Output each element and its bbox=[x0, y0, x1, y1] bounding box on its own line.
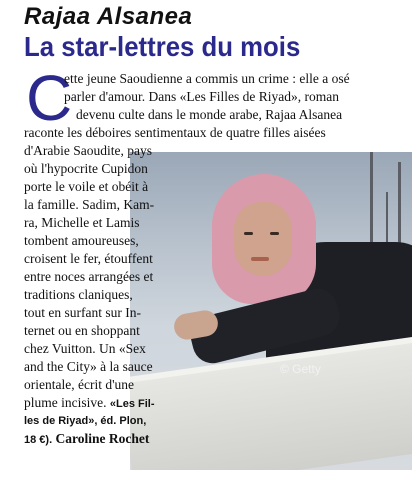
body-line: devenu culte dans le monde arabe, Rajaa Alsanea bbox=[76, 107, 343, 122]
body-line: raconte les déboires sentimentaux de quatre filles aisées bbox=[24, 125, 326, 140]
body-line: tombent amoureuses, bbox=[24, 233, 139, 248]
body-line: ra, Michelle et Lamis bbox=[24, 215, 140, 230]
body-line: traditions claniques, bbox=[24, 287, 133, 302]
signature: Caroline Rochet bbox=[55, 431, 150, 446]
author-name: Rajaa Alsanea bbox=[24, 3, 193, 30]
photo-watermark: © Getty bbox=[280, 362, 321, 376]
body-line: parler d'amour. Dans «Les Filles de Riyad», roman bbox=[64, 89, 339, 104]
article-title: La star-lettres du mois bbox=[24, 31, 301, 62]
body-line: chez Vuitton. Un «Sex bbox=[24, 341, 146, 356]
body-line: porte le voile et obéit à bbox=[24, 179, 149, 194]
portrait-photo bbox=[130, 152, 412, 470]
signature-line bbox=[24, 430, 149, 449]
body-line: tout en surfant sur In- bbox=[24, 305, 141, 320]
body-line: où l'hypocrite Cupidon bbox=[24, 161, 148, 176]
body-line: entre noces arrangées et bbox=[24, 269, 154, 284]
book-price: 18 €). bbox=[24, 434, 53, 446]
body-line: orientale, écrit d'une bbox=[24, 377, 135, 392]
body-line: la famille. Sadim, Kam- bbox=[24, 197, 155, 212]
body-line bbox=[24, 394, 154, 413]
body-line: d'Arabie Saoudite, pays bbox=[24, 143, 153, 158]
drop-cap: C bbox=[26, 62, 73, 134]
closing-text: plume incisive. bbox=[24, 395, 107, 410]
body-line: croisent le fer, étouffent bbox=[24, 251, 153, 266]
body-line: ternet ou en shoppant bbox=[24, 323, 140, 338]
body-line: ette jeune Saoudienne a commis un crime : elle a osé bbox=[64, 71, 350, 86]
book-reference: «Les Fil- bbox=[109, 398, 155, 410]
body-line: and the City» à la sauce bbox=[24, 359, 153, 374]
book-reference-line: les de Riyad», éd. Plon, bbox=[24, 415, 147, 427]
